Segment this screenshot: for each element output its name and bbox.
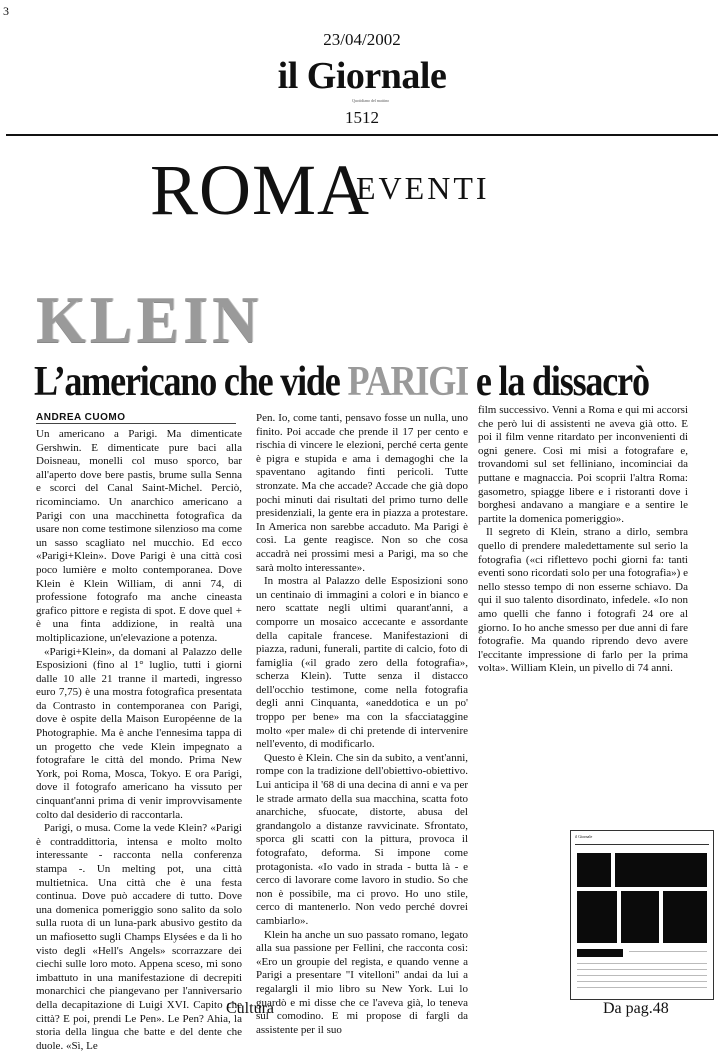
paragraph: film successivo. Venni a Roma e qui mi accorsi che però lui di assistenti ne aveva già otto. E poi il film venne ritardato per inconvenienti di ogni genere. Così mi misi a fotografare e, trovandomi sul set felliniano, incominciai da puttane e magnaccia. Poi scoprii l'altra Roma: gasometro, spiagge libere e i ristoranti dove i borghesi andavano a mangiare e a sentire le partite la domenica pomeriggio». [478, 404, 688, 525]
page-number: 3 [3, 4, 9, 18]
thumbnail-text-line [577, 975, 707, 976]
masthead-subtitle: Quotidiano del mattino [352, 98, 390, 103]
headline-highlight: PARIGI [347, 359, 469, 405]
section-subtitle: EVENTI [356, 170, 490, 206]
thumbnail-image-block [577, 853, 611, 887]
thumbnail-image-block [577, 949, 623, 957]
byline-rule [36, 423, 236, 424]
section-title: ROMA [150, 150, 371, 230]
paragraph: Il segreto di Klein, strano a dirlo, sembra quello di prendere maledettamente sul serio la fotografia («ci riflettevo pochi giorni fa: tanti eventi sono ricordati solo per una fotografia») e nello stesso tempo di non esserne schiavo. Da qui il suo talento disordinato, infedele. «Io non amo quelli che fanno i fotografi 24 ore al giorno. Io ho anche smesso per due anni di fare fotografie. Ma quando riprendo devo avere l'eccitante impressione di farlo per la prima volta». William Klein, un pivello di 74 anni. [478, 526, 688, 675]
thumbnail-image-block [615, 853, 707, 887]
footer-section-label: Cultura [226, 1000, 274, 1017]
article-column-3 [478, 404, 688, 676]
headline-part-2: e la dissacrò [468, 359, 649, 405]
article-headline [34, 358, 649, 406]
paragraph: Un americano a Parigi. Ma dimenticate Gershwin. E dimenticate pure baci alla Doisneau, monelli col muso sporco, bar all'aperto dove bere pastis, brume sulla Senna e scorci del Canal Saint-Michel. Perciò, ricominciamo. Un anarchico americano a Parigi con una macchinetta fotografica da usare non come testimone silenzioso ma come un sasso scagliato nel mucchio. Ed ecco «Parigi+Klein». Dove Parigi è una città così poco lumière e molto contemporanea. Dove Klein è Klein William, di anni 74, di professione fotografo ma anche cineasta grafico pittore e regista di spot. E dove quel + è una finta addizione, in realtà una moltiplicazione, un'elevazione a potenza. [36, 428, 242, 644]
publication-date: 23/04/2002 [323, 30, 401, 49]
thumbnail-masthead: il Giornale [575, 834, 709, 845]
article-column-1 [36, 428, 242, 1053]
article-kicker: KLEIN [36, 282, 263, 357]
thumbnail-text-line [577, 981, 707, 982]
thumbnail-text-line [629, 951, 707, 952]
thumbnail-image-block [663, 891, 707, 943]
paragraph: Klein ha anche un suo passato romano, legato alla sua passione per Fellini, che racconta così: «Ero un groupie del regista, e quando venne a Parigi a presentare "I vitelloni" andai da lui a regalargli il mio libro su New York. Lui lo guardò e mi disse che ce l'aveva già, lo teneva sul comodino. E mi propose di fargli da assistente per il suo [256, 928, 468, 1036]
issue-number: 1512 [345, 108, 379, 127]
newspaper-masthead: il Giornale [277, 55, 447, 97]
article-column-2 [256, 412, 468, 1037]
thumbnail-image-block [621, 891, 659, 943]
page-thumbnail [570, 830, 714, 1000]
paragraph: Questo è Klein. Che sin da subito, a vent'anni, rompe con la tradizione dell'obiettivo-obiettivo. Lui anticipa il '68 di una decina di anni e va per le strade armato della sua macchina, scatta foto anarchiche, sfuocate, distorte, abusa del grandangolo a distanze ravvicinate. Sfrontato, sporca gli scatti con la pittura, provoca il fotografato, deforma. Si impone come protagonista. «Io vado in strada - butta là - e cerco di lavorare come lavoro in studio. So che non è possibile, ma ci provo. Ho uno stile, cerco di mantenerlo. Non vedo perché dovrei cambiarlo». [256, 751, 468, 927]
thumbnail-text-line [577, 963, 707, 964]
paragraph: Pen. Io, come tanti, pensavo fosse un nulla, uno finito. Poi accade che prende il 17 per cento e rischia di vincere le elezioni, perché certa gente è pigra e stupida e ama i demagoghi che la spaventano agitando finti pericoli. Tutte stronzate. Ma che accade? Accade che già dopo pochi minuti dai risultati del primo turno delle presidenziali, la gente era in piazza a protestare. In America non sarebbe accaduto. Ma Parigi è così. La gente reagisce. Non so che cosa accadrà nei prossimi mesi a Parigi, ma so che sarà molto interessante». [256, 412, 468, 574]
header-rule [6, 134, 718, 136]
paragraph: «Parigi+Klein», da domani al Palazzo delle Esposizioni (fino al 1° luglio, tutti i giorni dalle 10 alle 21 tranne il martedì, ingresso euro 7,75) è una mostra fotografica presentata da Contrasto in contemporanea con Parigi, dove è ospite della Maison Européenne de la Photographie. Ma è anche l'ennesima tappa di un progetto che vede Klein impegnato a fotografare le città del mondo. Prima New York, poi Roma, Mosca, Tokyo. E ora Parigi, dove il fotografo americano ha vissuto per cinquant'anni prima di venir improvvisamente colto dal desiderio di raccontarla. [36, 645, 242, 821]
article-byline: ANDREA CUOMO [36, 412, 126, 423]
thumbnail-image-block [577, 891, 617, 943]
paragraph: Parigi, o musa. Come la vede Klein? «Parigi è contraddittoria, intensa e molto molto interessante - racconta nella conferenza stampa -. Un melting pot, una città multietnica. Una città che è una festa continua. Dove può accadere di tutto. Dove una domenica pomeriggio sono salito da solo sulla ruota di un luna-park abusivo gestito da un mafiosetto sugli Champs Elysées e da lì ho visto degli «Hell's Angels» scorrazzare dei ciechi sulle loro moto. Appena sceso, mi sono imbattuto in una manifestazione di decrepiti monarchici che piangevano per l'anniversario della decapitazione di Luigi XVI. Capito che città? E poi, prendi Le Pen». Le Pen? Ahia, la storia della lingua che batte e del dente che duole. «Sì, Le [36, 822, 242, 1052]
footer-page-reference: Da pag.48 [603, 1000, 669, 1017]
thumbnail-text-line [577, 987, 707, 988]
thumbnail-text-line [577, 969, 707, 970]
paragraph: In mostra al Palazzo delle Esposizioni sono un centinaio di immagini a colori e in bianco e nero scattate negli ultimi quarant'anni, a comporre un mosaico accecante e assordante della capitale francese. Manifestazioni di piazza, raduni, funerali, partite di calcio, foto di famiglia («il grado zero della fotografia», scherza Klein). Tutte senza il distacco dell'occhio testimone, come nella fotografia degli anni Cinquanta, «aneddotica e un po' troppo per bene» ma con la sfacciataggine molto «per male» di chi pretende di intervenire nell'evento, di modificarlo. [256, 575, 468, 751]
headline-part-1: L’americano che vide [34, 359, 348, 405]
